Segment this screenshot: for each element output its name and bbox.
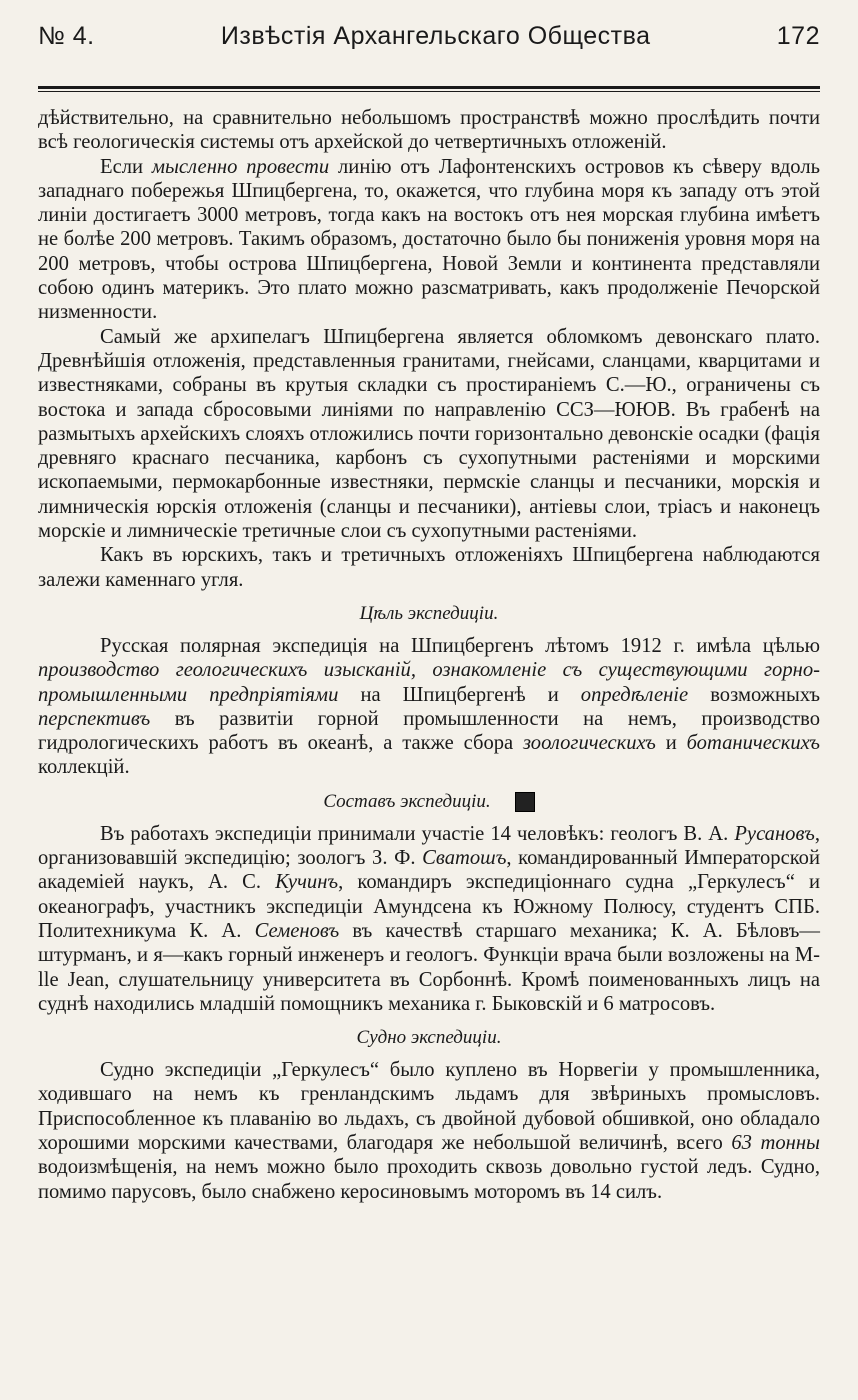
- paragraph-members: Въ работахъ экспедиціи принимали участіе 14 человѣкъ: геологъ В. А. Русановъ, организовавшій экспедицію; зоологъ З. Ф. Сватошъ, командированный Императорской академіей наукъ, А. С. Кучинъ, командиръ экспедиціоннаго судна „Геркулесъ“ и океанографъ, участникъ экспедиціи Амундсена къ Южному Полюсу, студентъ СПБ. Политехникума К. А. Семеновъ въ качествѣ старшаго механика; К. А. Бѣловъ—штурманъ, и я—какъ горный инженеръ и геологъ. Функціи врача были возложены на M-lle Jean, слушательницу университета въ Сорбоннѣ. Кромѣ поименованныхъ лицъ на суднѣ находились младшій помощникъ механика г. Быковскій и 6 матросовъ.: [38, 822, 821, 1015]
- article-body: [38, 106, 820, 1204]
- document-page: [38, 22, 820, 1382]
- header-rule: [38, 86, 820, 92]
- paragraph-continued: дѣйствительно, на сравнительно небольшомъ пространствѣ можно прослѣдить почти всѣ геологическія системы отъ архейской до четвертичныхъ отложеній.: [38, 107, 820, 154]
- paragraph-goal: Русская полярная экспедиція на Шпицбергенъ лѣтомъ 1912 г. имѣла цѣлью производство геологическихъ изысканій, ознакомленіе съ существующими горно-промышленными предпріятіями на Шпицбергенѣ и опредѣленіе возможныхъ перспективъ въ развитіи горной промышленности на немъ, производство гидрологическихъ работъ въ океанѣ, а также сбора зоологическихъ и ботаническихъ коллекцій.: [38, 634, 821, 779]
- journal-title: Извѣстія Архангельскаго Общества: [220, 22, 651, 50]
- section-heading-vessel: Судно экспедиціи.: [356, 1027, 502, 1049]
- paragraph-depth: Если мысленно провести линію отъ Лафонтенскихъ островов къ сѣверу вдоль западнаго побережья Шпицбергена, то, окажется, что глубина моря къ западу отъ этой линіи достигаетъ 3000 метровъ, тогда какъ на востокъ отъ нея морская глубина имѣетъ не болѣе 200 метровъ. Такимъ образомъ, достаточно было бы пониженія уровня моря на 200 метровъ, чтобы острова Шпицбергена, Новой Земли и континента представляли собою одинъ материкъ. Это плато можно разсматривать, какъ продолженіе Печорской низменности.: [38, 155, 820, 324]
- ink-blot: [515, 792, 535, 812]
- paragraph-coal: Какъ въ юрскихъ, такъ и третичныхъ отложеніяхъ Шпицбергена наблюдаются залежи каменнаго угля.: [38, 544, 820, 591]
- section-heading-goal: Цѣль экспедиціи.: [359, 602, 499, 624]
- running-header: [38, 22, 820, 62]
- issue-number: № 4.: [38, 22, 95, 50]
- page-number: 172: [776, 22, 820, 50]
- paragraph-archipelago: Самый же архипелагъ Шпицбергена является обломкомъ девонскаго плато. Древнѣйшія отложенія, представленныя гранитами, гнейсами, сланцами, кварцитами и известняками, собраны въ крутыя складки съ простираніемъ С.—Ю., ограничены съ востока и запада сбросовыми линіями по направленію ССЗ—ЮЮВ. Въ грабенѣ на размытыхъ архейскихъ слояхъ отложились почти горизонтально девонскіе осадки (фація древняго краснаго песчаника, карбонъ съ сухопутными растеніями и морскими ископаемыми, пермокарбонные известняки, пермскіе сланцы и песчаники, морскія и лимническія юрскія отложенія (сланцы и песчаники), антіевы слои, тріасъ и наконецъ морскіе и лимническіе третичные слои съ сухопутными растеніями.: [38, 325, 820, 543]
- paragraph-vessel: Судно экспедиціи „Геркулесъ“ было куплено въ Норвегіи у промышленника, ходившаго на немъ къ гренландскимъ льдамъ для звѣриныхъ промысловъ. Приспособленное къ плаванію во льдахъ, съ двойной дубовой обшивкой, оно обладало хорошими морскими качествами, благодаря же небольшой величинѣ, всего 63 тонны водоизмѣщенія, на немъ можно было проходить сквозь довольно густой ледъ. Судно, помимо парусовъ, было снабжено керосиновымъ моторомъ въ 14 силъ.: [38, 1059, 820, 1203]
- section-heading-members: Составъ экспедиціи.: [38, 790, 820, 814]
